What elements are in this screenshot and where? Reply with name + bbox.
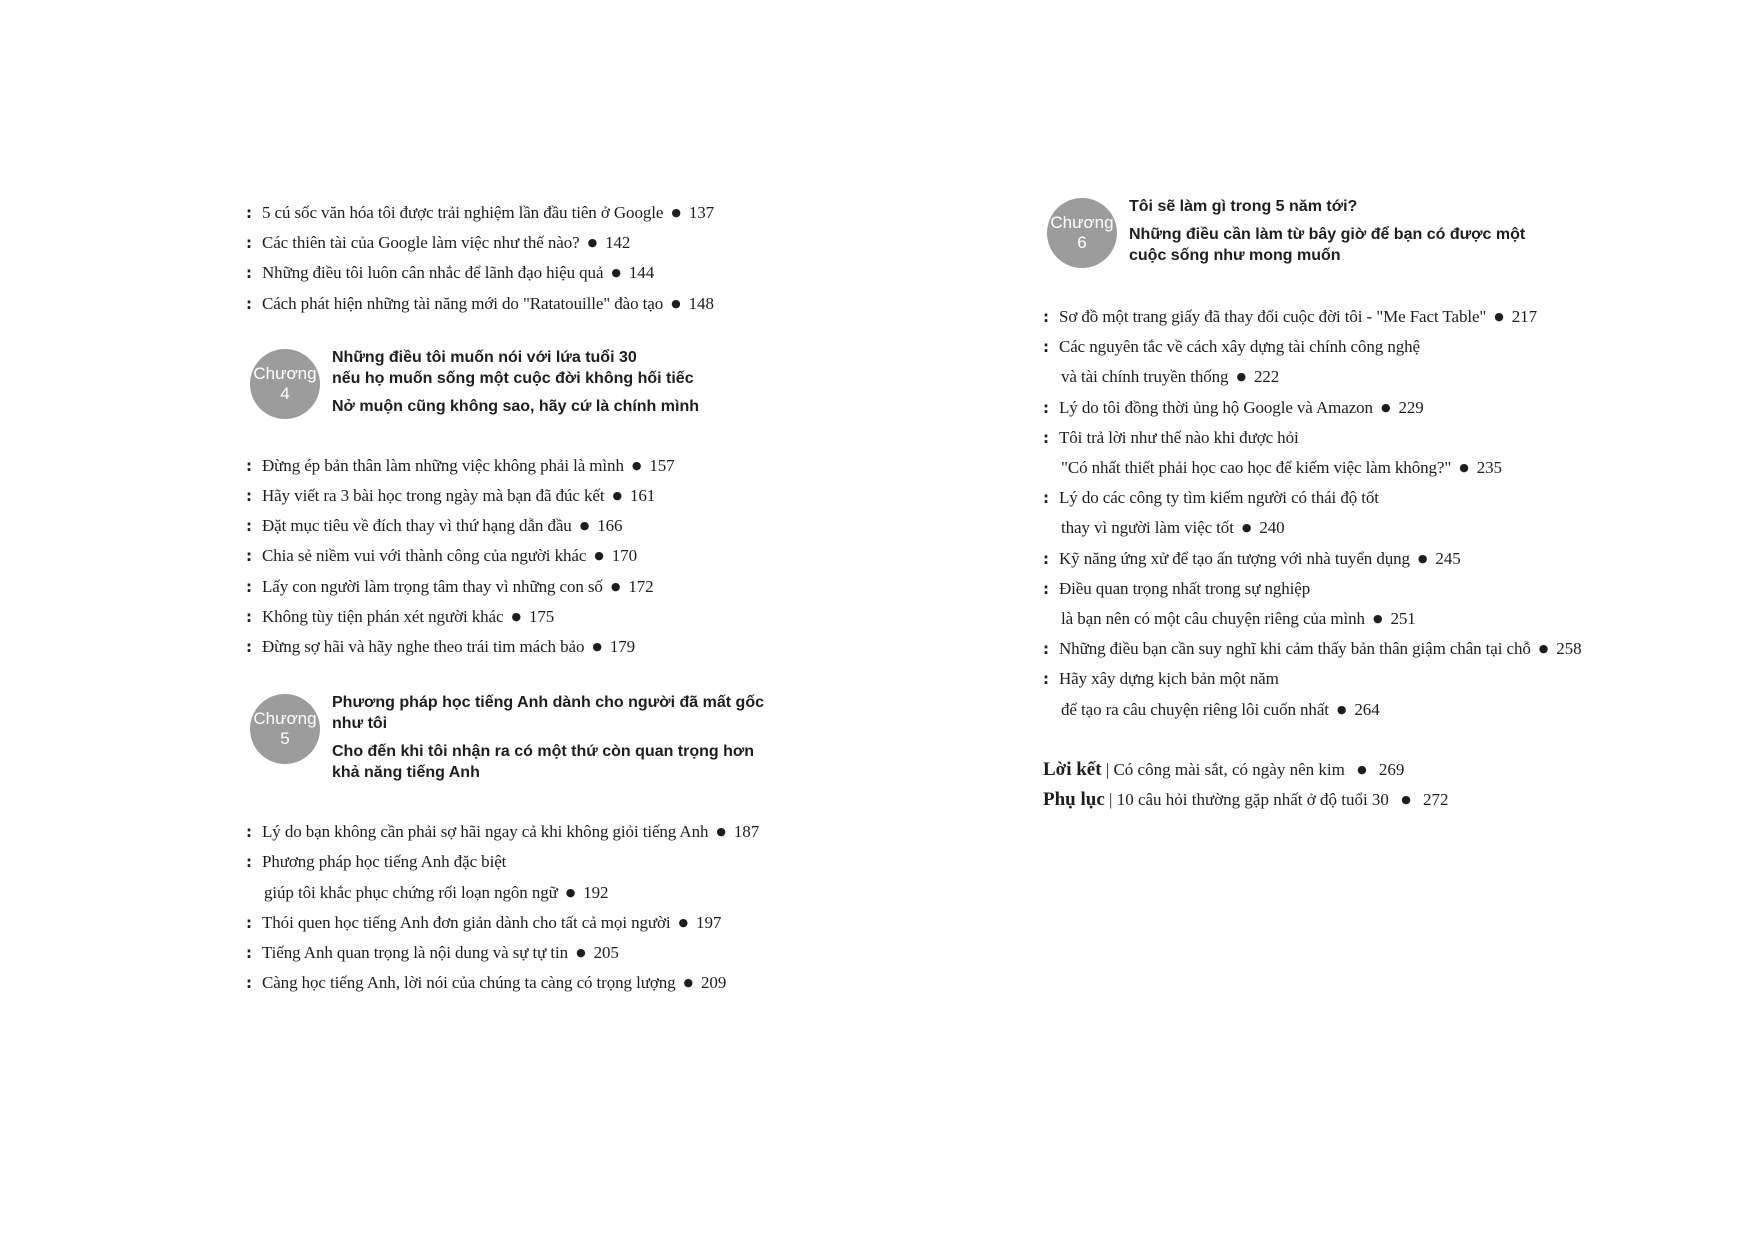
chapter-badge-word: Chương (253, 709, 317, 729)
chapter-subtitle (1129, 224, 1603, 266)
chapter-badge (250, 694, 320, 764)
toc-item (246, 541, 806, 571)
chapter-badge (250, 349, 320, 419)
toc-item-page: 166 (597, 516, 623, 536)
end-entry-label: Phụ lục (1043, 789, 1105, 811)
bullet-icon: : (246, 823, 252, 842)
bullet-icon: : (246, 974, 252, 993)
toc-item-text: Đặt mục tiêu về đích thay vì thứ hạng dẫn đầu (262, 516, 572, 536)
bullet-icon: : (246, 944, 252, 963)
toc-item-text: Đừng sợ hãi và hãy nghe theo trái tim mách bảo (262, 637, 585, 657)
toc-item (246, 451, 806, 481)
end-entry-text: Có công mài sắt, có ngày nên kim (1113, 759, 1345, 779)
toc-list (246, 817, 806, 998)
separator-dot-icon: ● (671, 296, 681, 310)
toc-item-text: để tạo ra câu chuyện riêng lôi cuốn nhất (1061, 699, 1329, 719)
toc-list (1043, 302, 1603, 725)
toc-item-text: Kỹ năng ứng xử để tạo ấn tượng với nhà tuyển dụng (1059, 548, 1410, 568)
toc-item-line (1059, 302, 1603, 332)
separator-dot-icon: ● (631, 458, 642, 472)
toc-item-page: 251 (1390, 609, 1416, 629)
toc-item-line (1059, 695, 1603, 725)
toc-item-text: 5 cú sốc văn hóa tôi được trải nghiệm lần đầu tiên ở Google (262, 203, 664, 222)
chapter-subtitle-line: Cho đến khi tôi nhận ra có một thứ còn quan trọng hơn (332, 743, 755, 761)
chapter-6-header (1043, 196, 1603, 266)
toc-item (1043, 302, 1603, 332)
toc-item-page: 240 (1259, 518, 1285, 538)
toc-item-page: 205 (593, 943, 619, 963)
separator-dot-icon: ● (683, 976, 694, 990)
toc-item (1043, 483, 1603, 543)
toc-item-text: là bạn nên có một câu chuyện riêng của mình (1061, 609, 1365, 629)
bullet-icon: : (246, 853, 252, 872)
toc-item-page: 157 (649, 455, 675, 475)
bullet-icon: : (1043, 308, 1049, 326)
toc-item-line (262, 451, 806, 481)
toc-item-line (262, 228, 806, 258)
chapter-title-line: Tôi sẽ làm gì trong 5 năm tới? (1129, 198, 1358, 215)
toc-item (246, 511, 806, 541)
toc-item-text: Phương pháp học tiếng Anh đặc biệt (262, 852, 507, 872)
toc-item (1043, 332, 1603, 392)
toc-item-text: Tiếng Anh quan trọng là nội dung và sự tự tin (262, 943, 569, 963)
toc-item-text: Không tùy tiện phán xét người khác (262, 606, 504, 626)
separator-dot-icon: ● (587, 236, 598, 250)
bullet-icon: : (246, 638, 252, 657)
toc-item (246, 632, 806, 662)
right-page (1043, 196, 1603, 815)
separator-dot-icon: ● (1241, 521, 1252, 535)
chapter-4-header (246, 347, 806, 417)
toc-item (246, 198, 806, 228)
chapter-badge (1047, 198, 1117, 268)
toc-item (1043, 544, 1603, 574)
separator-dot-icon: ● (1336, 702, 1347, 716)
chapter-subtitle (332, 396, 806, 417)
bullet-icon: : (246, 204, 252, 222)
bullet-icon: : (246, 294, 252, 313)
toc-item-line (262, 908, 806, 938)
toc-item-page: 217 (1511, 307, 1537, 326)
toc-item-text: Những điều tôi luôn cân nhắc để lãnh đạo hiệu quả (262, 263, 604, 283)
toc-item (1043, 423, 1603, 483)
toc-item-page: 137 (688, 203, 715, 222)
separator-dot-icon: ● (1236, 370, 1246, 384)
toc-item-text: giúp tôi khắc phục chứng rối loạn ngôn ngữ (264, 882, 558, 902)
toc-item-line (262, 258, 806, 288)
separator-dot-icon: ● (1380, 400, 1391, 414)
toc-item-line (1059, 332, 1603, 362)
toc-item (1043, 393, 1603, 423)
chapter-badge-number: 5 (280, 729, 290, 749)
separator-dot-icon: ● (1538, 642, 1549, 656)
toc-item-line (1059, 453, 1603, 483)
end-entry (1043, 785, 1603, 815)
toc-item-line (1059, 634, 1603, 664)
toc-item-page: 192 (583, 882, 609, 902)
toc-item-line (1059, 664, 1603, 694)
toc-item (246, 481, 806, 511)
separator-dot-icon: ● (576, 946, 586, 960)
toc-list (246, 451, 806, 662)
toc-item-text: Điều quan trọng nhất trong sự nghiệp (1059, 578, 1311, 598)
chapter-title (332, 347, 806, 389)
toc-item-page: 264 (1354, 699, 1380, 719)
toc-item-line (262, 602, 806, 632)
toc-item-text: Cách phát hiện những tài năng mới do "Ratatouille" đào tạo (262, 293, 664, 313)
toc-item-line (1059, 604, 1603, 634)
bullet-icon: : (246, 517, 252, 536)
toc-item-page: 148 (688, 293, 714, 313)
toc-item-line (262, 572, 806, 602)
end-entry-label: Lời kết (1043, 758, 1102, 780)
toc-item-line (262, 968, 806, 998)
bullet-icon: : (1043, 549, 1049, 568)
toc-item-text: Lấy con người làm trọng tâm thay vì những con số (262, 576, 603, 596)
toc-item-page: 235 (1476, 458, 1502, 478)
toc-item-line (262, 938, 806, 968)
toc-item-page: 161 (629, 486, 656, 506)
toc-item-text: và tài chính truyền thống (1061, 367, 1229, 387)
toc-item-text: Chia sẻ niềm vui với thành công của người khác (262, 546, 587, 566)
toc-item-text: Các nguyên tắc về cách xây dựng tài chính công nghệ (1059, 337, 1420, 357)
end-entry-page: 269 (1378, 759, 1405, 779)
chapter-subtitle (332, 741, 806, 783)
toc-item-text: Tôi trả lời như thế nào khi được hỏi (1059, 427, 1299, 447)
toc-item-line (262, 198, 806, 228)
end-matter (1043, 755, 1603, 815)
separator-dot-icon: ● (610, 579, 621, 593)
toc-item-page: 144 (628, 263, 655, 283)
bullet-icon: : (1043, 670, 1049, 689)
separator-dot-icon: ● (1459, 461, 1469, 475)
chapter-badge-word: Chương (1050, 213, 1114, 232)
toc-item-line (262, 817, 806, 847)
separator-dot-icon: ● (612, 489, 622, 503)
bullet-icon: : (1043, 338, 1049, 357)
toc-item-page: 245 (1435, 548, 1461, 568)
toc-item-text: "Có nhất thiết phải học cao học để kiếm việc làm không?" (1061, 458, 1452, 478)
toc-item (246, 847, 806, 907)
toc-item-text: thay vì người làm việc tốt (1061, 518, 1234, 538)
chapter-title (332, 692, 806, 734)
toc-item (246, 289, 806, 319)
bullet-icon: : (1043, 579, 1049, 598)
end-entry (1043, 755, 1603, 785)
bullet-icon: : (246, 577, 252, 596)
bullet-icon: : (246, 234, 252, 253)
separator-dot-icon: ● (1372, 612, 1383, 626)
toc-item-line (262, 847, 806, 877)
toc-item-line (262, 289, 806, 319)
separator-dot-icon: ● (611, 266, 621, 280)
toc-item-page: 258 (1556, 639, 1582, 659)
end-entry-page: 272 (1423, 790, 1449, 810)
chapter-title-line: nếu họ muốn sống một cuộc đời không hối tiếc (332, 369, 694, 387)
toc-item-page: 222 (1253, 367, 1280, 387)
separator-dot-icon: ● (678, 915, 689, 929)
toc-item-page: 209 (701, 973, 727, 993)
toc-item-page: 229 (1398, 397, 1424, 417)
toc-item (246, 908, 806, 938)
toc-item-line (262, 632, 806, 662)
chapter-title (1129, 196, 1603, 217)
bullet-icon: : (1043, 398, 1049, 417)
toc-item (246, 938, 806, 968)
chapter-badge-word: Chương (253, 363, 317, 383)
end-entry-divider: | (1109, 790, 1117, 810)
toc-item-line (262, 541, 806, 571)
toc-item-page: 187 (733, 822, 760, 842)
separator-dot-icon: ● (565, 885, 576, 899)
toc-item (1043, 664, 1603, 724)
bullet-icon: : (246, 547, 252, 566)
chapter-5-header (246, 692, 806, 783)
toc-item-text: Lý do các công ty tìm kiếm người có thái độ tốt (1059, 488, 1379, 508)
toc-item-line (262, 878, 806, 908)
left-page (246, 198, 806, 998)
toc-item-line (1059, 423, 1603, 453)
toc-item-text: Thói quen học tiếng Anh đơn giản dành cho tất cả mọi người (262, 912, 671, 932)
toc-item-page: 197 (696, 912, 722, 932)
toc-item-page: 142 (605, 233, 631, 253)
toc-item (246, 258, 806, 288)
chapter-subtitle-line: Nở muộn cũng không sao, hãy cứ là chính mình (332, 397, 699, 415)
end-entry-divider: | (1105, 759, 1114, 779)
bullet-icon: : (1043, 428, 1049, 447)
separator-dot-icon: ● (511, 609, 521, 623)
toc-item-page: 170 (611, 546, 637, 566)
chapter-badge-number: 6 (1077, 233, 1087, 252)
end-entry-text: 10 câu hỏi thường gặp nhất ở độ tuổi 30 (1116, 790, 1389, 810)
toc-item-page: 175 (528, 606, 555, 626)
toc-item-line (1059, 483, 1603, 513)
chapter-title-line: Phương pháp học tiếng Anh dành cho người đã mất gốc (332, 694, 764, 712)
separator-dot-icon: ● (592, 640, 602, 654)
toc-item-text: Các thiên tài của Google làm việc như thế nào? (262, 233, 580, 253)
toc-item-line (1059, 574, 1603, 604)
toc-item-text: Hãy viết ra 3 bài học trong ngày mà bạn đã đúc kết (262, 486, 605, 506)
toc-item (246, 817, 806, 847)
separator-dot-icon: ● (1494, 310, 1504, 323)
separator-dot-icon: ● (579, 519, 590, 533)
toc-list (246, 198, 806, 319)
separator-dot-icon: ● (1357, 762, 1367, 776)
separator-dot-icon: ● (671, 206, 681, 219)
separator-dot-icon: ● (594, 549, 604, 563)
toc-item (246, 968, 806, 998)
toc-item (246, 572, 806, 602)
bullet-icon: : (246, 913, 252, 932)
toc-item-page: 172 (628, 576, 654, 596)
toc-item-text: Những điều bạn cần suy nghĩ khi cảm thấy bản thân giậm chân tại chỗ (1059, 639, 1531, 659)
chapter-title-line: Những điều tôi muốn nói với lứa tuổi 30 (332, 348, 637, 366)
toc-item-text: Lý do tôi đồng thời ủng hộ Google và Amazon (1059, 397, 1373, 417)
bullet-icon: : (246, 264, 252, 283)
toc-item-line (262, 481, 806, 511)
bullet-icon: : (246, 487, 252, 506)
separator-dot-icon: ● (1401, 793, 1411, 807)
toc-item-text: Sơ đồ một trang giấy đã thay đổi cuộc đời tôi - "Me Fact Table" (1059, 307, 1487, 326)
bullet-icon: : (246, 456, 252, 475)
toc-item (246, 228, 806, 258)
toc-item-line (262, 511, 806, 541)
chapter-subtitle-line: khả năng tiếng Anh (332, 764, 480, 782)
bullet-icon: : (246, 607, 252, 626)
toc-item (246, 602, 806, 632)
separator-dot-icon: ● (1417, 551, 1428, 565)
bullet-icon: : (1043, 640, 1049, 659)
toc-item (1043, 634, 1603, 664)
toc-item-text: Đừng ép bản thân làm những việc không phải là mình (262, 455, 624, 475)
chapter-badge-number: 4 (280, 383, 290, 403)
bullet-icon: : (1043, 489, 1049, 508)
toc-item-line (1059, 513, 1603, 543)
toc-item-text: Càng học tiếng Anh, lời nói của chúng ta càng có trọng lượng (262, 973, 676, 993)
toc-item-line (1059, 393, 1603, 423)
chapter-subtitle-line: Những điều cần làm từ bây giờ để bạn có được một (1129, 226, 1526, 243)
chapter-subtitle-line: cuộc sống như mong muốn (1129, 247, 1341, 264)
toc-item-text: Hãy xây dựng kịch bản một năm (1059, 669, 1279, 689)
toc-item-text: Lý do bạn không cần phải sợ hãi ngay cả khi không giỏi tiếng Anh (262, 822, 709, 842)
toc-item-line (1059, 544, 1603, 574)
separator-dot-icon: ● (716, 825, 726, 839)
toc-item-page: 179 (609, 637, 636, 657)
chapter-title-line: như tôi (332, 715, 388, 733)
toc-item-line (1059, 362, 1603, 392)
toc-item (1043, 574, 1603, 634)
